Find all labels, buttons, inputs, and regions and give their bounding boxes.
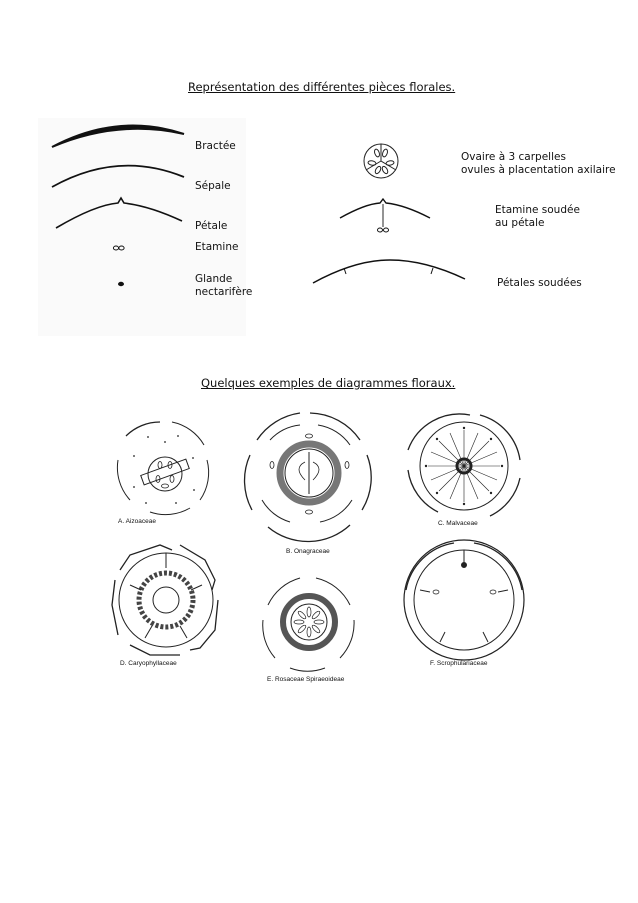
label-glande: Glande nectarifère bbox=[195, 273, 253, 298]
diagram-caryophyllaceae bbox=[112, 545, 218, 655]
caption-rosaceae: E. Rosaceae Spiraeoideae bbox=[267, 676, 345, 683]
label-sepale: Sépale bbox=[195, 180, 231, 192]
title-pieces-florales: Représentation des différentes pièces florales. bbox=[188, 80, 456, 94]
caption-scrophulariaceae: F. Scrophulariaceae bbox=[430, 660, 488, 667]
caption-malvaceae: C. Malvaceae bbox=[438, 520, 478, 527]
label-etamine: Etamine bbox=[195, 241, 239, 253]
label-ovaire: Ovaire à 3 carpelles ovules à placentation axilaire bbox=[461, 151, 616, 176]
caption-onagraceae: B. Onagraceae bbox=[286, 548, 330, 555]
label-etamine-soudee: Etamine soudée au pétale bbox=[495, 204, 580, 229]
caption-aizoaceae: A. Aizoaceae bbox=[118, 518, 156, 525]
label-petale: Pétale bbox=[195, 220, 228, 232]
caption-caryophyllaceae: D. Caryophyllaceae bbox=[120, 660, 177, 667]
diagram-onagraceae bbox=[245, 413, 372, 542]
label-bractee: Bractée bbox=[195, 140, 236, 152]
diagram-scrophulariaceae bbox=[404, 540, 524, 660]
diagram-malvaceae bbox=[408, 414, 520, 516]
label-petales-soudes: Pétales soudées bbox=[497, 277, 582, 289]
diagram-aizoaceae bbox=[117, 422, 208, 515]
title-examples: Quelques exemples de diagrammes floraux. bbox=[201, 376, 456, 390]
diagram-rosaceae bbox=[263, 578, 354, 671]
